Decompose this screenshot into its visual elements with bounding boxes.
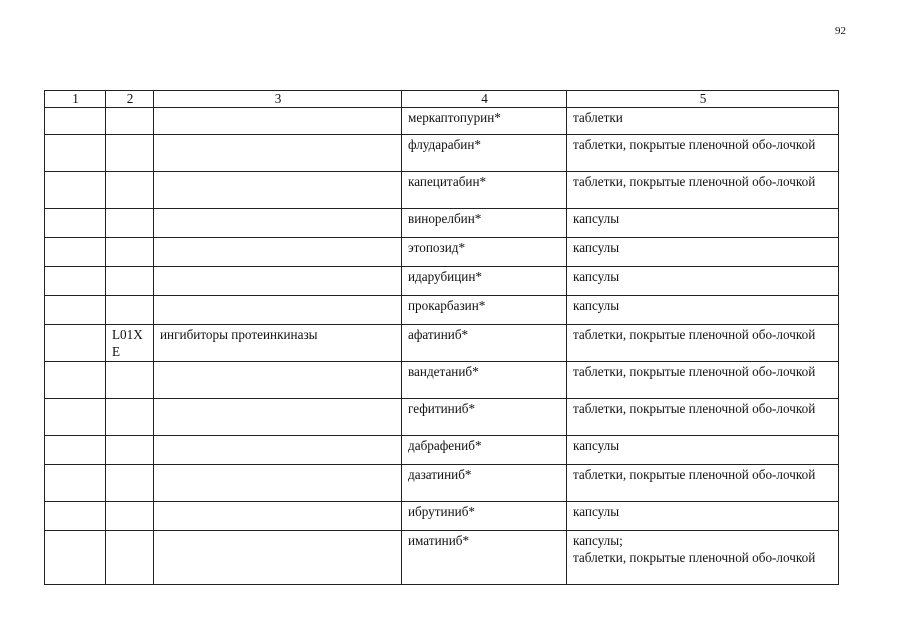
table-row <box>45 531 839 585</box>
table-row <box>45 135 839 172</box>
cell-col-4 <box>402 108 567 135</box>
column-header-3: 3 <box>154 91 402 108</box>
cell-text: прокарбазин* <box>408 298 486 313</box>
table-header-row <box>45 91 839 108</box>
table-row <box>45 325 839 362</box>
cell-col-1 <box>45 465 106 502</box>
cell-text: таблетки, покрытые пленочной обо-лочкой <box>573 401 816 416</box>
cell-col-2 <box>106 502 154 531</box>
cell-col-3 <box>154 325 402 362</box>
cell-col-1 <box>45 296 106 325</box>
cell-col-1 <box>45 399 106 436</box>
cell-col-4 <box>402 209 567 238</box>
cell-col-4 <box>402 465 567 502</box>
cell-text: вандетаниб* <box>408 364 479 379</box>
cell-col-4 <box>402 502 567 531</box>
cell-text: дабрафениб* <box>408 438 482 453</box>
cell-col-3 <box>154 296 402 325</box>
cell-col-4 <box>402 238 567 267</box>
cell-col-4 <box>402 267 567 296</box>
cell-col-4 <box>402 172 567 209</box>
cell-col-5 <box>567 296 839 325</box>
table-row <box>45 108 839 135</box>
table-row <box>45 238 839 267</box>
cell-text: таблетки <box>573 110 623 125</box>
cell-col-2 <box>106 172 154 209</box>
cell-col-1 <box>45 108 106 135</box>
cell-col-5 <box>567 436 839 465</box>
cell-text: гефитиниб* <box>408 401 476 416</box>
cell-col-1 <box>45 172 106 209</box>
cell-text: афатиниб* <box>408 327 469 342</box>
cell-col-3 <box>154 108 402 135</box>
cell-col-4 <box>402 135 567 172</box>
cell-text: капсулы <box>573 298 620 313</box>
cell-col-5 <box>567 267 839 296</box>
cell-col-3 <box>154 399 402 436</box>
cell-text: таблетки, покрытые пленочной обо-лочкой <box>573 550 816 565</box>
cell-col-3 <box>154 238 402 267</box>
cell-text: меркаптопурин* <box>408 110 501 125</box>
cell-col-4 <box>402 362 567 399</box>
cell-text: таблетки, покрытые пленочной обо-лочкой <box>573 137 816 152</box>
table-row <box>45 465 839 502</box>
column-header-2: 2 <box>106 91 154 108</box>
cell-text: капецитабин* <box>408 174 487 189</box>
cell-col-5 <box>567 325 839 362</box>
cell-col-4 <box>402 325 567 362</box>
cell-col-1 <box>45 209 106 238</box>
cell-col-3 <box>154 267 402 296</box>
cell-col-4 <box>402 296 567 325</box>
cell-text: таблетки, покрытые пленочной обо-лочкой <box>573 174 816 189</box>
table-body <box>45 108 839 585</box>
cell-col-4 <box>402 531 567 585</box>
cell-text: этопозид* <box>408 240 466 255</box>
cell-col-2 <box>106 135 154 172</box>
cell-col-4 <box>402 399 567 436</box>
cell-col-1 <box>45 502 106 531</box>
column-header-4: 4 <box>402 91 567 108</box>
column-header-5: 5 <box>567 91 839 108</box>
cell-col-3 <box>154 209 402 238</box>
cell-col-1 <box>45 362 106 399</box>
cell-col-2 <box>106 209 154 238</box>
cell-text: винорелбин* <box>408 211 482 226</box>
cell-text: капсулы <box>573 438 620 453</box>
cell-col-2 <box>106 531 154 585</box>
column-header-1: 1 <box>45 91 106 108</box>
table-row <box>45 436 839 465</box>
table-row <box>45 172 839 209</box>
table-row <box>45 399 839 436</box>
cell-col-5 <box>567 362 839 399</box>
drug-table <box>44 90 839 585</box>
cell-text: ингибиторы протеинкиназы <box>160 327 318 342</box>
cell-col-2 <box>106 399 154 436</box>
cell-col-1 <box>45 531 106 585</box>
cell-col-2 <box>106 267 154 296</box>
cell-text: капсулы; <box>573 533 623 548</box>
cell-col-2 <box>106 325 154 362</box>
cell-text: идарубицин* <box>408 269 482 284</box>
cell-col-2 <box>106 108 154 135</box>
cell-text: дазатиниб* <box>408 467 472 482</box>
cell-col-2 <box>106 436 154 465</box>
cell-col-4 <box>402 436 567 465</box>
cell-col-3 <box>154 531 402 585</box>
cell-text: таблетки, покрытые пленочной обо-лочкой <box>573 364 816 379</box>
cell-col-5 <box>567 108 839 135</box>
table-row <box>45 209 839 238</box>
cell-text: капсулы <box>573 240 620 255</box>
cell-text: флударабин* <box>408 137 481 152</box>
cell-col-3 <box>154 362 402 399</box>
cell-col-3 <box>154 465 402 502</box>
table-row <box>45 267 839 296</box>
cell-col-5 <box>567 399 839 436</box>
cell-col-5 <box>567 135 839 172</box>
cell-text: ибрутиниб* <box>408 504 476 519</box>
cell-col-1 <box>45 436 106 465</box>
cell-col-2 <box>106 238 154 267</box>
cell-col-2 <box>106 465 154 502</box>
cell-col-3 <box>154 135 402 172</box>
cell-col-3 <box>154 436 402 465</box>
cell-col-3 <box>154 172 402 209</box>
cell-col-5 <box>567 465 839 502</box>
cell-text: L01XE <box>112 327 143 359</box>
cell-text: капсулы <box>573 269 620 284</box>
cell-col-5 <box>567 502 839 531</box>
page-number: 92 <box>835 25 846 37</box>
cell-col-5 <box>567 209 839 238</box>
cell-text: таблетки, покрытые пленочной обо-лочкой <box>573 327 816 342</box>
cell-col-1 <box>45 325 106 362</box>
table-row <box>45 362 839 399</box>
cell-col-1 <box>45 238 106 267</box>
table-row <box>45 502 839 531</box>
table-row <box>45 296 839 325</box>
cell-col-1 <box>45 267 106 296</box>
cell-text: капсулы <box>573 504 620 519</box>
cell-col-2 <box>106 296 154 325</box>
cell-col-3 <box>154 502 402 531</box>
cell-col-5 <box>567 172 839 209</box>
cell-col-2 <box>106 362 154 399</box>
cell-col-1 <box>45 135 106 172</box>
cell-col-5 <box>567 531 839 585</box>
cell-text: капсулы <box>573 211 620 226</box>
cell-col-5 <box>567 238 839 267</box>
cell-text: таблетки, покрытые пленочной обо-лочкой <box>573 467 816 482</box>
cell-text: иматиниб* <box>408 533 470 548</box>
